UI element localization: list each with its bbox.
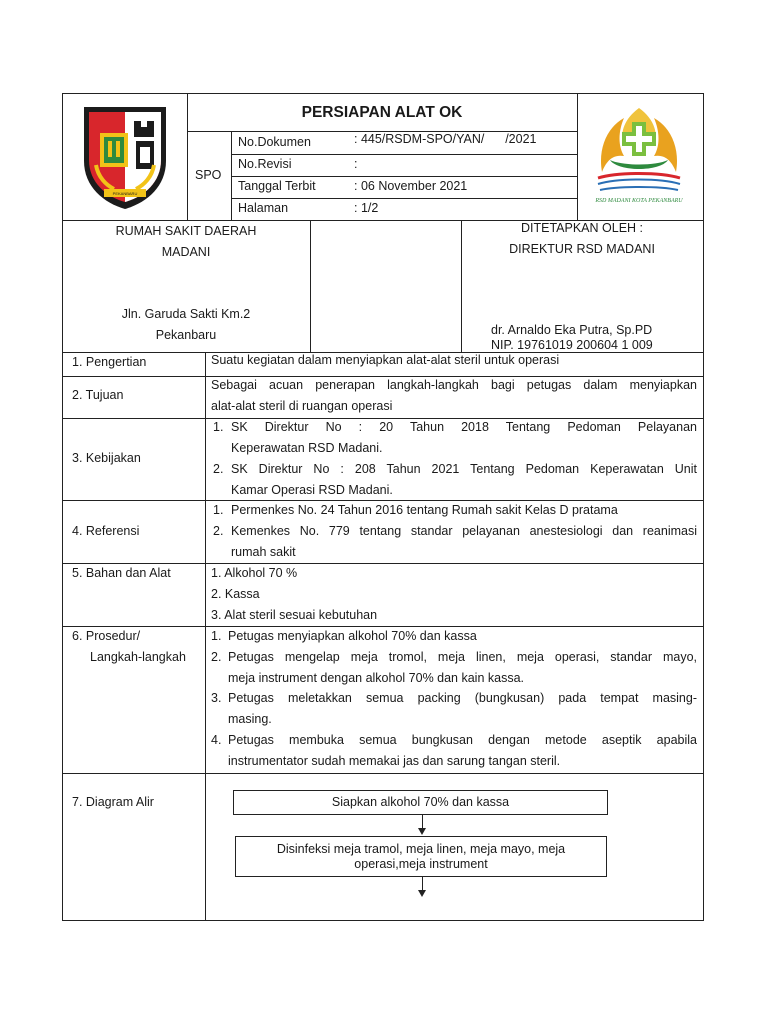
bahan-item-1: 1. Alkohol 70 % xyxy=(211,566,298,580)
bahan-item-2: 2. Kassa xyxy=(211,587,260,601)
hospital-name-line2: MADANI xyxy=(161,245,211,259)
page-title: PERSIAPAN ALAT OK xyxy=(301,104,463,121)
prosedur-item-3-number: 3. xyxy=(211,691,222,705)
no-revisi-label: No.Revisi xyxy=(238,157,292,171)
kebijakan-item-2-number: 2. xyxy=(213,462,224,476)
flowchart-arrow-1-line xyxy=(422,815,423,828)
prosedur-item-2-line2: meja instrument dengan alkohol 70% dan kain kassa. xyxy=(228,671,525,685)
flowchart-step-1 xyxy=(233,790,608,815)
svg-text:RSD MADANI KOTA PEKANBARU: RSD MADANI KOTA PEKANBARU xyxy=(595,198,683,204)
no-dokumen-label: No.Dokumen xyxy=(238,135,311,149)
flowchart-step-2-line2: operasi,meja instrument xyxy=(354,856,488,871)
bahan-item-3: 3. Alat steril sesuai kebutuhan xyxy=(211,608,378,622)
prosedur-item-3-line2: masing. xyxy=(228,712,272,726)
prosedur-item-4-line2: instrumentator sudah memakai jas dan sarung tangan steril. xyxy=(228,754,561,768)
row-line-prosedur xyxy=(62,773,704,774)
kebijakan-item-2-line1: SK Direktur No : 208 Tahun 2021 Tentang Pedoman Keperawatan Unit xyxy=(231,462,697,476)
flowchart-step-2 xyxy=(235,836,607,877)
svg-text:PEKANBARU: PEKANBARU xyxy=(112,191,138,196)
table-border-left xyxy=(62,93,63,921)
prosedur-item-4-line1: Petugas membuka semua bungkusan dengan metode aseptik apabila xyxy=(228,733,697,747)
bahan-label: 5. Bahan dan Alat xyxy=(72,566,171,580)
table-border-top xyxy=(62,93,704,94)
halaman-value: : 1/2 xyxy=(354,201,379,215)
table-border-bottom xyxy=(62,920,704,921)
set-by-label: DITETAPKAN OLEH : xyxy=(520,221,643,235)
header-divider-logo-right xyxy=(577,93,578,221)
tujuan-text-line2: alat-alat steril di ruangan operasi xyxy=(211,399,393,413)
address-line2: Pekanbaru xyxy=(155,328,217,342)
pekanbaru-emblem-icon xyxy=(78,103,172,211)
info-divider-1 xyxy=(310,220,311,353)
prosedur-label-line2: Langkah-langkah xyxy=(90,650,186,664)
prosedur-item-2-number: 2. xyxy=(211,650,222,664)
flowchart-step-2-line1: Disinfeksi meja tramol, meja linen, meja mayo, meja xyxy=(276,841,566,856)
flowchart-arrow-1-head xyxy=(418,828,426,835)
prosedur-item-2-line1: Petugas mengelap meja tromol, meja linen, meja operasi, standar mayo, xyxy=(228,650,697,664)
referensi-item-1-number: 1. xyxy=(213,503,224,517)
signer-name: dr. Arnaldo Eka Putra, Sp.PD xyxy=(491,323,653,337)
pengertian-text: Suatu kegiatan dalam menyiapkan alat-alat steril untuk operasi xyxy=(211,353,560,367)
prosedur-item-4-number: 4. xyxy=(211,733,222,747)
flowchart-step-1-text: Siapkan alkohol 70% dan kassa xyxy=(331,795,510,809)
diagram-label: 7. Diagram Alir xyxy=(72,795,154,809)
no-revisi-value: : xyxy=(354,157,358,171)
director-title: DIREKTUR RSD MADANI xyxy=(509,242,655,256)
referensi-label: 4. Referensi xyxy=(72,524,140,538)
tanggal-terbit-label: Tanggal Terbit xyxy=(238,179,316,193)
kebijakan-item-1-line2: Keperawatan RSD Madani. xyxy=(231,441,383,455)
halaman-label: Halaman xyxy=(238,201,289,215)
spo-label: SPO xyxy=(195,168,222,182)
prosedur-item-1-number: 1. xyxy=(211,629,222,643)
kebijakan-item-2-line2: Kamar Operasi RSD Madani. xyxy=(231,483,393,497)
flowchart-arrow-2-line xyxy=(422,877,423,890)
flowchart-arrow-2-head xyxy=(418,890,426,897)
prosedur-item-3-line1: Petugas meletakkan semua packing (bungkusan) pada tempat masing- xyxy=(228,691,697,705)
referensi-item-2-line1: Kemenkes No. 779 tentang standar pelayanan anestesiologi dan reanimasi xyxy=(231,524,697,538)
prosedur-item-1-line1: Petugas menyiapkan alkohol 70% dan kassa xyxy=(228,629,477,643)
kebijakan-item-1-line1: SK Direktur No : 20 Tahun 2018 Tentang Pedoman Pelayanan xyxy=(231,420,697,434)
body-label-divider xyxy=(205,352,206,921)
hospital-name-line1: RUMAH SAKIT DAERAH xyxy=(115,224,257,238)
kebijakan-label: 3. Kebijakan xyxy=(72,451,141,465)
prosedur-label-line1: 6. Prosedur/ xyxy=(72,629,141,643)
tujuan-label: 2. Tujuan xyxy=(72,388,124,402)
tanggal-terbit-value: : 06 November 2021 xyxy=(354,179,468,193)
pengertian-label: 1. Pengertian xyxy=(72,355,147,369)
referensi-item-1-line1: Permenkes No. 24 Tahun 2016 tentang Rumah sakit Kelas D pratama xyxy=(231,503,618,517)
referensi-item-2-number: 2. xyxy=(213,524,224,538)
referensi-item-2-line2: rumah sakit xyxy=(231,545,296,559)
signer-nip: NIP. 19761019 200604 1 009 xyxy=(491,338,653,352)
no-dokumen-value: : 445/RSDM-SPO/YAN/ /2021 xyxy=(354,132,537,146)
table-border-right xyxy=(703,93,704,921)
kebijakan-item-1-number: 1. xyxy=(213,420,224,434)
tujuan-text-line1: Sebagai acuan penerapan langkah-langkah bagi petugas dalam menyiapkan xyxy=(211,378,697,392)
address-line1: Jln. Garuda Sakti Km.2 xyxy=(121,307,251,321)
rsd-madani-logo-icon xyxy=(588,102,690,210)
